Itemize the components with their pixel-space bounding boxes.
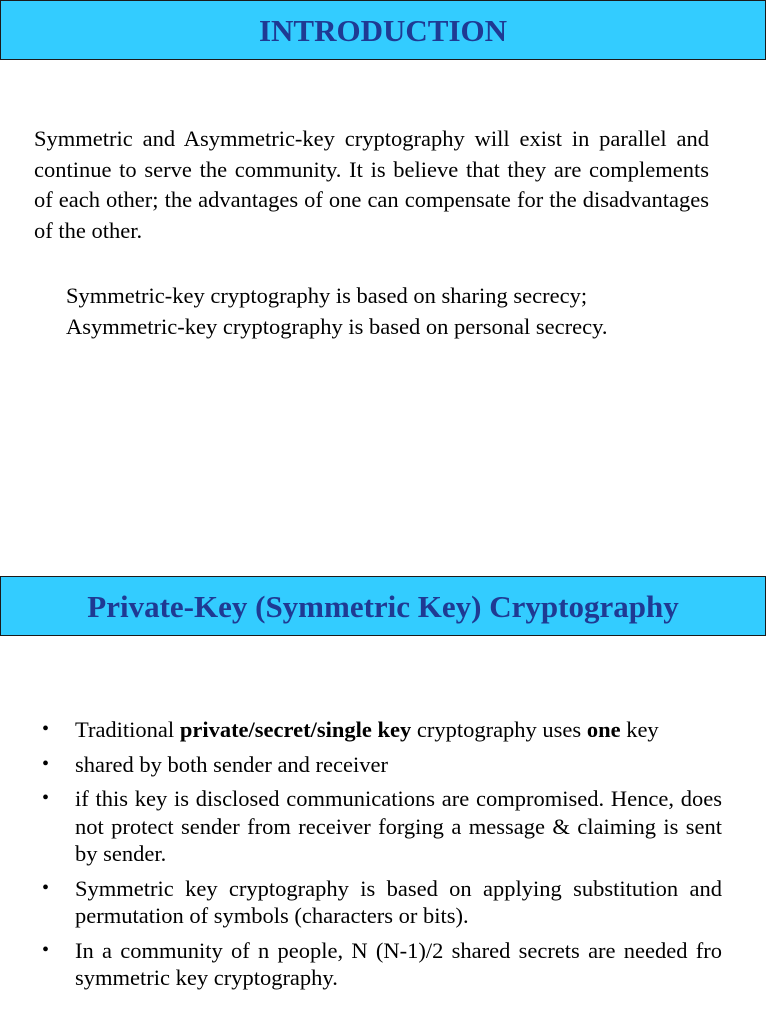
bullet-text-post: key [620,717,659,742]
bullet-text-bold: private/secret/single key [179,717,412,742]
list-item [40,785,722,868]
bullet-dot-icon: • [42,787,50,809]
list-item [40,937,722,992]
secrecy-line-asymmetric: Asymmetric-key cryptography is based on personal secrecy. [66,313,608,339]
bullet-text: if this key is disclosed communications are compromised. Hence, does not protect sender from receiver forging a message & claiming is sent by sender. [75,786,722,866]
list-item [40,716,722,744]
bullet-list [40,716,722,999]
slide-private-key [0,512,768,1024]
slide-title-bar [0,0,766,60]
secrecy-line-symmetric: Symmetric-key cryptography is based on sharing secrecy; [66,283,588,308]
secrecy-statement [66,281,726,342]
bullet-text: In a community of n people, N (N-1)/2 shared secrets are needed fro symmetric key cryptography. [75,937,722,990]
bullet-dot-icon: • [42,876,50,899]
bullet-text: shared by both sender and receiver [75,751,388,777]
bullet-dot-icon: • [42,718,50,740]
bullet-dot-icon: • [42,938,50,961]
slide-title: INTRODUCTION [258,13,508,48]
bullet-text-pre: Traditional [75,717,180,742]
bullet-dot-icon: • [42,752,50,775]
list-item [40,875,722,930]
slide-title: Private-Key (Symmetric Key) Cryptography [87,589,679,624]
slide-title-bar [0,576,766,636]
list-item [40,751,722,779]
bullet-text-bold: one [586,717,621,742]
bullet-text: Symmetric key cryptography is based on applying substitution and permutation of symbols (characters or bits). [75,875,722,928]
bullet-text-mid: cryptography uses [411,717,587,742]
intro-paragraph: Symmetric and Asymmetric-key cryptography will exist in parallel and continue to serve the community. It is believe that they are complements of each other; the advantages of one can compensate for the disadvantages of the other. [34,126,709,243]
